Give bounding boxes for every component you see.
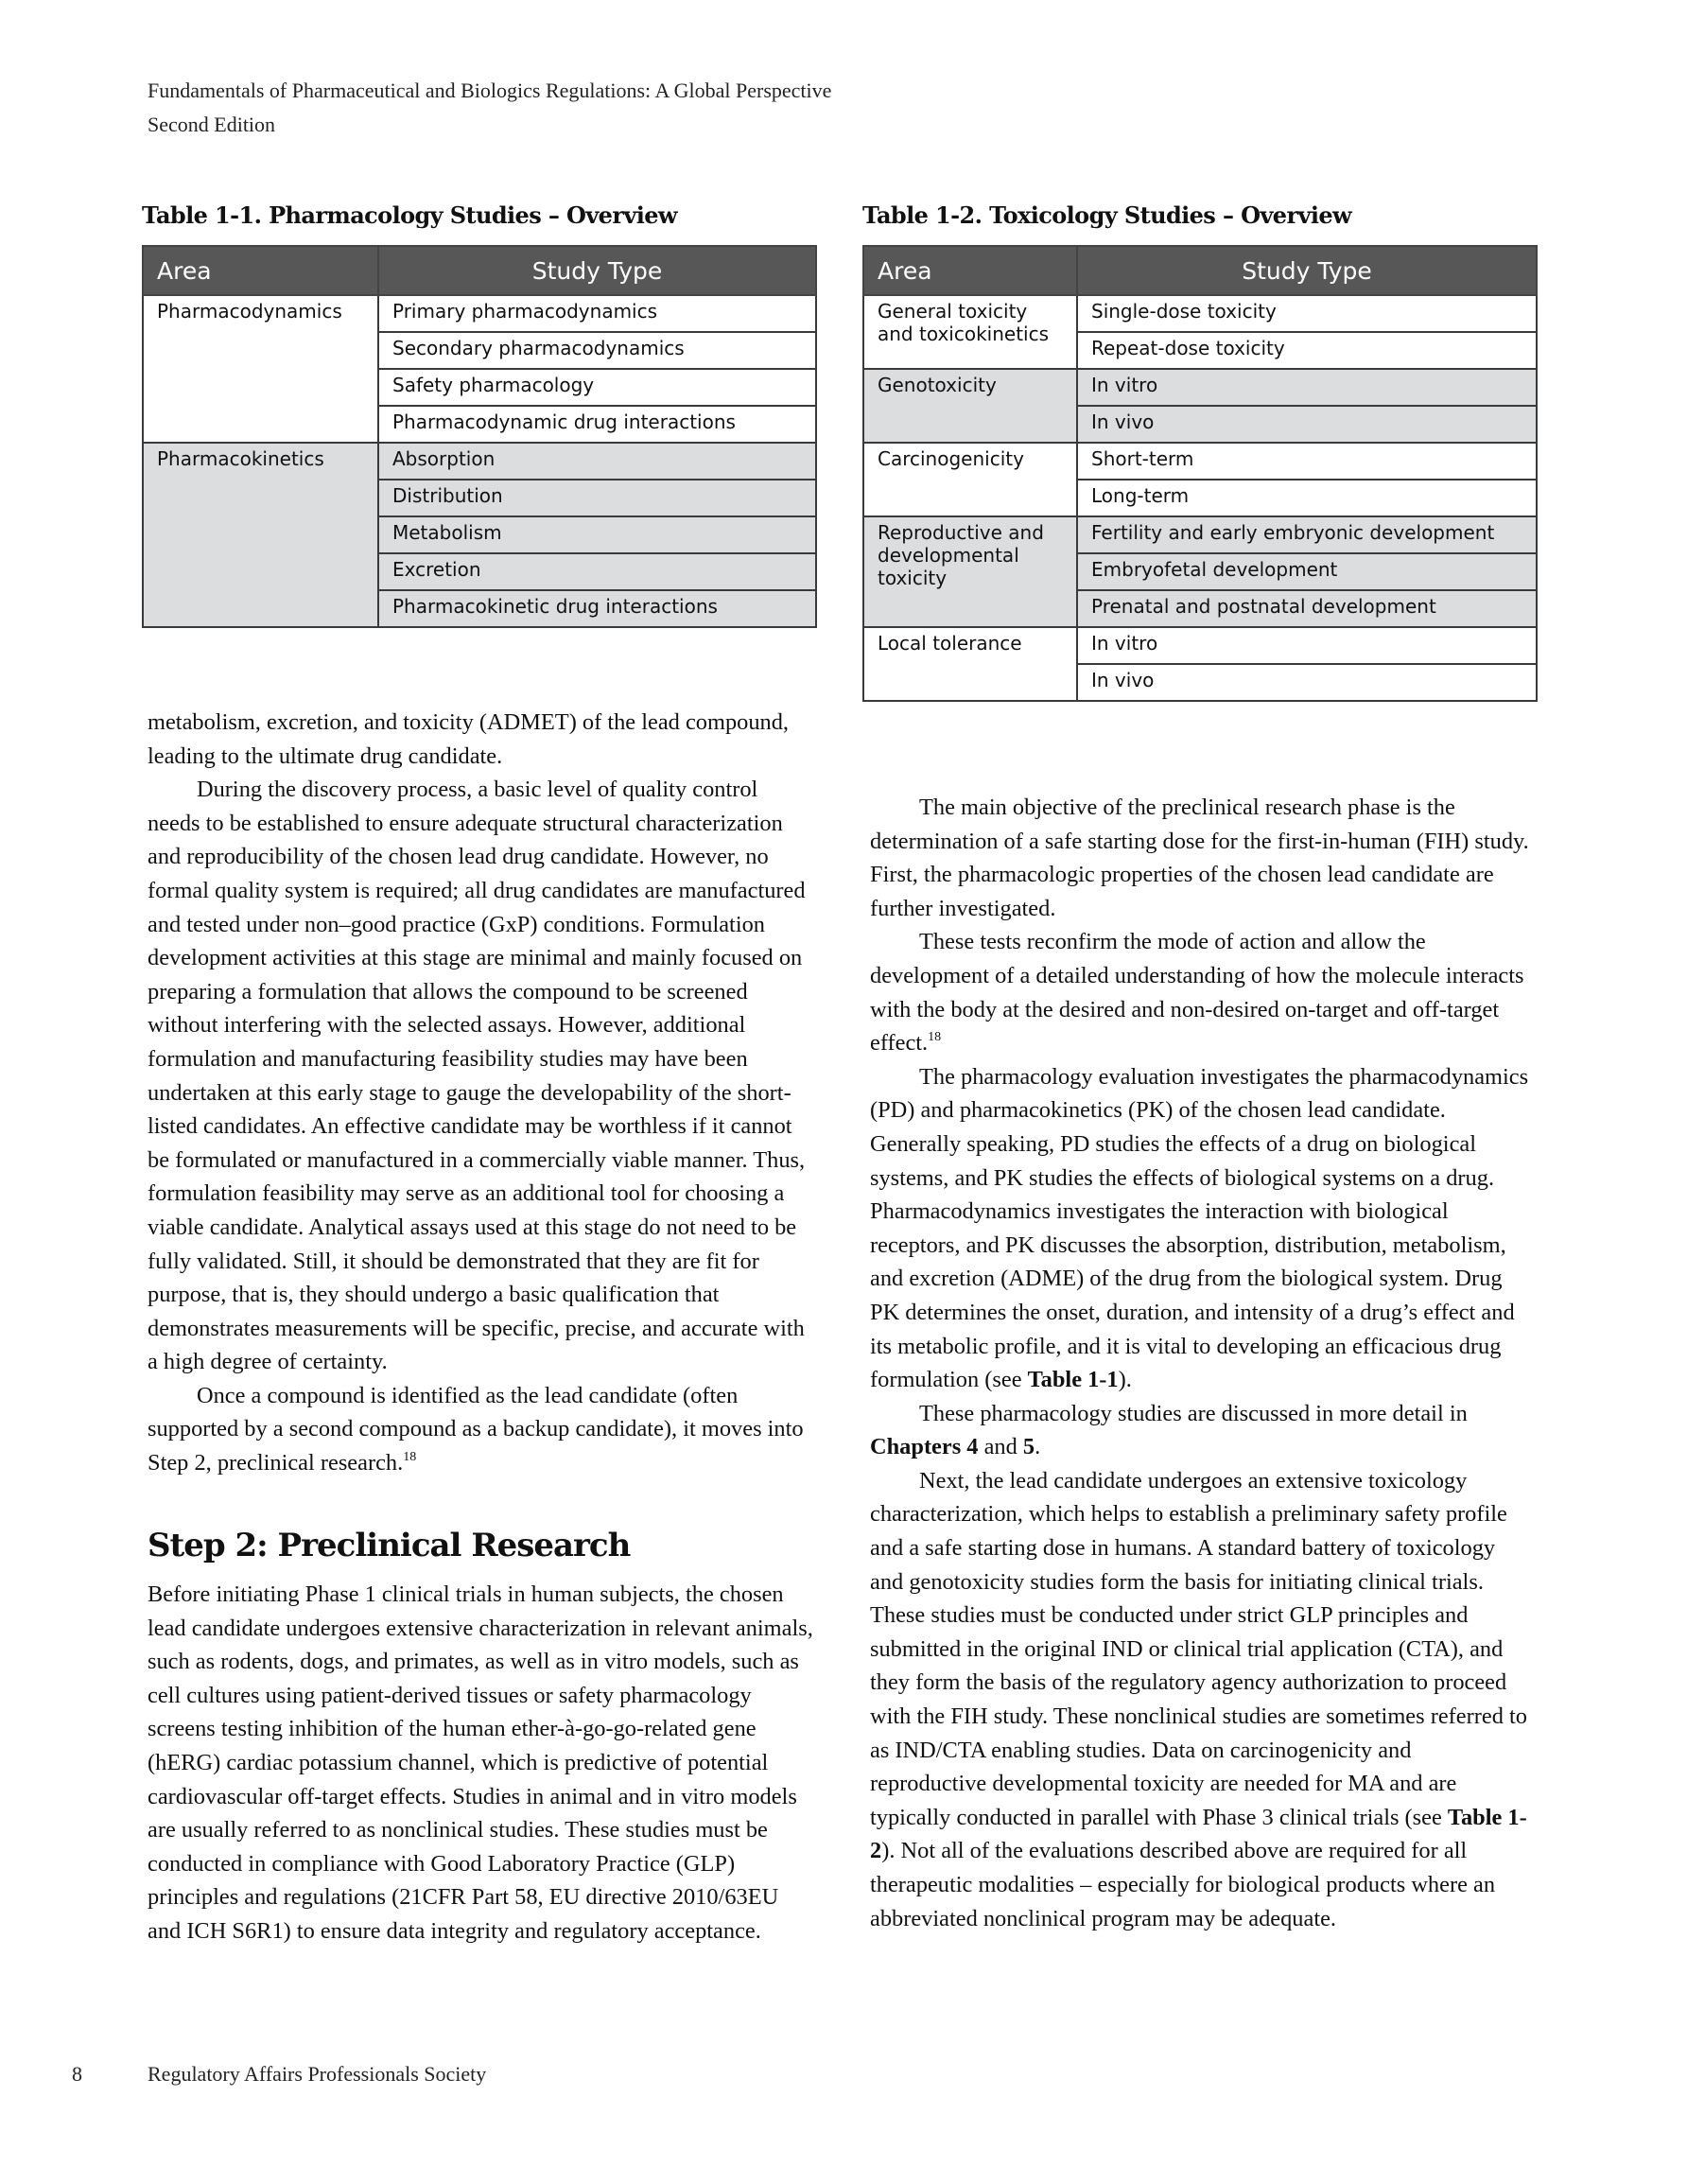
section-heading: Step 2: Preclinical Research bbox=[148, 1527, 631, 1564]
table-1-1-caption: Table 1-1. Pharmacology Studies – Overview bbox=[142, 201, 677, 229]
table-row bbox=[863, 295, 1537, 332]
study-cell: Prenatal and postnatal development bbox=[1077, 590, 1537, 627]
book-edition: Second Edition bbox=[148, 113, 276, 136]
study-cell: Embryofetal development bbox=[1077, 553, 1537, 590]
column-header-study-type: Study Type bbox=[1077, 246, 1537, 295]
table-row bbox=[863, 627, 1537, 664]
pharmacology-studies-table bbox=[142, 245, 817, 628]
area-cell: Carcinogenicity bbox=[863, 443, 1077, 516]
study-cell: Secondary pharmacodynamics bbox=[378, 332, 816, 369]
paragraph: Before initiating Phase 1 clinical trials in human subjects, the chosen lead candidate undergoes extensive characterization in relevant animals, such as rodents, dogs, and primates, as well as in vitro models, such as cell cultures using patient-derived tissues or safety pharmacology screens testing inhibition of the human ether-à-go-go-related gene (hERG) cardiac potassium channel, which is predictive of potential cardiovascular off-target effects. Studies in animal and in vitro models are usually referred to as nonclinical studies. These studies must be conducted in compliance with Good Laboratory Practice (GLP) principles and regulations (21CFR Part 58, EU directive 2010/63EU and ICH S6R1) to ensure data integrity and regulatory acceptance. bbox=[148, 1581, 813, 1944]
column-header-area: Area bbox=[863, 246, 1077, 295]
study-cell: Safety pharmacology bbox=[378, 369, 816, 406]
study-cell: Absorption bbox=[378, 443, 816, 480]
table-row bbox=[863, 516, 1537, 553]
area-cell: Pharmacokinetics bbox=[143, 443, 378, 627]
study-cell: Single-dose toxicity bbox=[1077, 295, 1537, 332]
paragraph: Once a compound is identified as the lead candidate (often supported by a second compound as a backup candidate), it moves into Step 2, preclinical research.$^{18}$ bbox=[148, 1382, 804, 1476]
study-cell: In vitro bbox=[1077, 369, 1537, 406]
left-column-text-upper bbox=[148, 706, 815, 1480]
study-cell: Primary pharmacodynamics bbox=[378, 295, 816, 332]
paragraph: The main objective of the preclinical research phase is the determination of a safe starting dose for the first-in-human (FIH) study. First, the pharmacologic properties of the chosen lead candidate are further investigated. bbox=[870, 795, 1529, 921]
table-reference[interactable]: Table 1-1 bbox=[1027, 1367, 1119, 1393]
chapter-reference[interactable]: 5 bbox=[1022, 1434, 1035, 1460]
paragraph: These tests reconfirm the mode of action and allow the development of a detailed understanding of how the molecule interacts with the body at the desired and non-desired on-target and off-target effect.$^{18}$ bbox=[870, 929, 1524, 1057]
study-cell: Pharmacokinetic drug interactions bbox=[378, 590, 816, 627]
toxicology-studies-table bbox=[862, 245, 1538, 702]
study-cell: Pharmacodynamic drug interactions bbox=[378, 406, 816, 443]
area-cell: Local tolerance bbox=[863, 627, 1077, 701]
chapter-reference[interactable]: Chapters 4 bbox=[870, 1434, 979, 1460]
study-cell: Short-term bbox=[1077, 443, 1537, 480]
study-cell: Metabolism bbox=[378, 516, 816, 553]
left-column-text-lower bbox=[148, 1578, 815, 1948]
table-1-2-caption: Table 1-2. Toxicology Studies – Overview bbox=[862, 201, 1352, 229]
study-cell: In vitro bbox=[1077, 627, 1537, 664]
book-title: Fundamentals of Pharmaceutical and Biologics Regulations: A Global Perspective bbox=[148, 79, 832, 102]
footnote-ref: 18 bbox=[403, 1450, 417, 1465]
page-number: 8 bbox=[72, 2062, 82, 2086]
right-column-text bbox=[870, 791, 1532, 1935]
paragraph: The pharmacology evaluation investigates the pharmacodynamics (PD) and pharmacokinetics (PK) of the chosen lead candidate. Generally speaking, PD studies the effects of a drug on biological systems, and PK studies the effects of biological systems on a drug. Pharmacodynamics investigates the interaction with biological receptors, and PK discusses the absorption, distribution, metabolism, and excretion (ADME) of the drug from the biological system. Drug PK determines the onset, duration, and intensity of a drug’s effect and its metabolic profile, and it is vital to developing an efficacious drug formulation (see Table 1-1). bbox=[870, 1063, 1529, 1393]
paragraph: Next, the lead candidate undergoes an extensive toxicology characterization, which helps to establish a preliminary safety profile and a safe starting dose in humans. A standard battery of toxicology and genotoxicity studies form the basis for initiating clinical trials. These studies must be conducted under strict GLP principles and submitted in the original IND or clinical trial application (CTA), and they form the basis of the regulatory agency authorization to proceed with the FIH study. These nonclinical studies are sometimes referred to as IND/CTA enabling studies. Data on carcinogenicity and reproductive developmental toxicity are needed for MA and are typically conducted in parallel with Phase 3 clinical trials (see Table 1-2). Not all of the evaluations described above are required for all therapeutic modalities – especially for biological products where an abbreviated nonclinical program may be adequate. bbox=[870, 1467, 1527, 1931]
paragraph: During the discovery process, a basic level of quality control needs to be established to ensure adequate structural characterization and reproducibility of the chosen lead drug candidate. However, no formal quality system is required; all drug candidates are manufactured and tested under non–good practice (GxP) conditions. Formulation development activities at this stage are minimal and mainly focused on preparing a formulation that allows the compound to be screened without interfering with the selected assays. However, additional formulation and manufacturing feasibility studies may have been undertaken at this early stage to gauge the developability of the short-listed candidates. An effective candidate may be worthless if it cannot be formulated or manufactured in a commercially viable manner. Thus, formulation feasibility may serve as an additional tool for choosing a viable candidate. Analytical assays used at this stage do not need to be fully validated. Still, it should be demonstrated that they are fit for purpose, that is, they should undergo a basic qualification that demonstrates measurements will be specific, precise, and accurate with a high degree of certainty. bbox=[148, 777, 806, 1375]
running-head bbox=[148, 74, 831, 142]
column-header-area: Area bbox=[143, 246, 378, 295]
study-cell: Distribution bbox=[378, 480, 816, 516]
study-cell: Excretion bbox=[378, 553, 816, 590]
table-row bbox=[143, 295, 816, 332]
study-cell: Repeat-dose toxicity bbox=[1077, 332, 1537, 369]
table-row bbox=[143, 443, 816, 480]
study-cell: In vivo bbox=[1077, 406, 1537, 443]
table-header-row bbox=[143, 246, 816, 295]
publisher-name: Regulatory Affairs Professionals Society bbox=[148, 2062, 487, 2086]
area-cell: Genotoxicity bbox=[863, 369, 1077, 443]
table-reference[interactable]: Table 1-2 bbox=[870, 1804, 1527, 1864]
paragraph: metabolism, excretion, and toxicity (ADMET) of the lead compound, leading to the ultimate drug candidate. bbox=[148, 709, 790, 769]
table-row bbox=[863, 369, 1537, 406]
area-cell: Reproductive and developmental toxicity bbox=[863, 516, 1077, 627]
study-cell: In vivo bbox=[1077, 664, 1537, 701]
table-header-row bbox=[863, 246, 1537, 295]
column-header-study-type: Study Type bbox=[378, 246, 816, 295]
area-cell: Pharmacodynamics bbox=[143, 295, 378, 443]
footnote-ref: 18 bbox=[928, 1030, 942, 1045]
table-row bbox=[863, 443, 1537, 480]
area-cell: General toxicity and toxicokinetics bbox=[863, 295, 1077, 369]
study-cell: Long-term bbox=[1077, 480, 1537, 516]
study-cell: Fertility and early embryonic development bbox=[1077, 516, 1537, 553]
paragraph: These pharmacology studies are discussed in more detail in Chapters 4 and 5. bbox=[870, 1400, 1468, 1460]
